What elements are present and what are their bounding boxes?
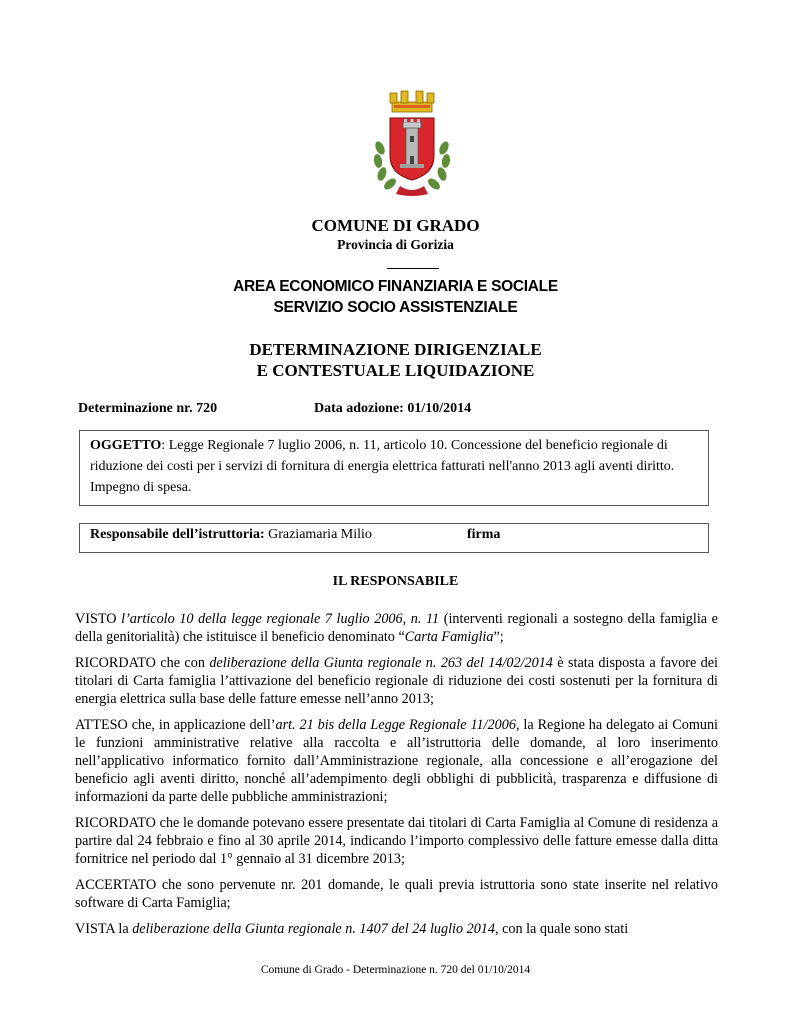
signature-label: firma [467,527,501,542]
subject-text: : Legge Regionale 7 luglio 2006, n. 11, articolo 10. Concessione del beneficio regionale di riduzione dei costi per i servizi di fornitura di energia elettrica fatturati nell'anno 2013 agli aventi diritto. Impegno di spesa. [90,438,675,495]
page-footer: Comune di Grado - Determinazione n. 720 del 01/10/2014 [260,964,531,976]
municipality-name: COMUNE DI GRADO [311,216,480,235]
area-name: AREA ECONOMICO FINANZIARIA E SOCIALE [233,278,558,295]
paragraph-accertato: ACCERTATO che sono pervenute nr. 201 domande, le quali previa istruttoria sono state inserite nel relativo software di Carta Famiglia; [75,877,718,911]
crown-icon [390,91,434,112]
document-title-line-1: DETERMINAZIONE DIRIGENZIALE [249,340,542,359]
responsible-name: Graziamaria Milio [264,527,372,542]
body-text [75,610,718,946]
subject-box [79,430,709,506]
ribbon-icon [396,186,428,196]
coat-of-arms-logo [366,86,458,202]
paragraph-vista: VISTA la deliberazione della Giunta regionale n. 1407 del 24 luglio 2014, con la quale sono stati [75,921,629,937]
paragraph-atteso: ATTESO che, in applicazione dell’art. 21 bis della Legge Regionale 11/2006, la Regione ha delegato ai Comuni le funzioni amministrative relative alla raccolta e all’istruttoria delle domande, al loro inserimento nell’applicativo informatico fornito dall’Amministrazione regionale, alla concessione e all’erogazione del beneficio agli aventi diritto, nonché all’adempimento degli obblighi di pubblicità, trasparenza e diffusione di informazioni da parte delle pubbliche amministrazioni; [75,717,718,805]
paragraph-ricordato-2: RICORDATO che le domande potevano essere presentate dai titolari di Carta Famiglia al Comune di residenza a partire dal 24 febbraio e fino al 30 aprile 2014, indicando l’importo complessivo delle fatture emesse dalla ditta fornitrice nel periodo dal 1° gennaio al 31 dicembre 2013; [75,815,718,867]
paragraph-visto: VISTO l’articolo 10 della legge regionale 7 luglio 2006, n. 11 (interventi regionali a sostegno della famiglia e della genitorialità) che istituisce il beneficio denominato “Carta Famiglia”; [75,611,718,645]
section-title: IL RESPONSABILE [332,574,459,589]
document-title-line-2: E CONTESTUALE LIQUIDAZIONE [256,361,535,380]
adoption-date: Data adozione: 01/10/2014 [314,401,472,416]
header-divider [387,268,439,269]
subject-label: OGGETTO [90,438,162,453]
responsible-label: Responsabile dell’istruttoria: [90,527,265,542]
service-name: SERVIZIO SOCIO ASSISTENZIALE [273,299,518,316]
paragraph-ricordato-1: RICORDATO che con deliberazione della Giunta regionale n. 263 del 14/02/2014 è stata disposta a favore dei titolari di Carta famiglia l’attivazione del beneficio regionale di riduzione dei costi sostenuti per la fornitura di energia elettrica sulla base delle fatture emesse nell’anno 2013; [75,655,718,707]
responsible-box [79,523,709,553]
province-name: Provincia di Gorizia [337,237,454,252]
determination-number: Determinazione nr. 720 [78,401,218,416]
